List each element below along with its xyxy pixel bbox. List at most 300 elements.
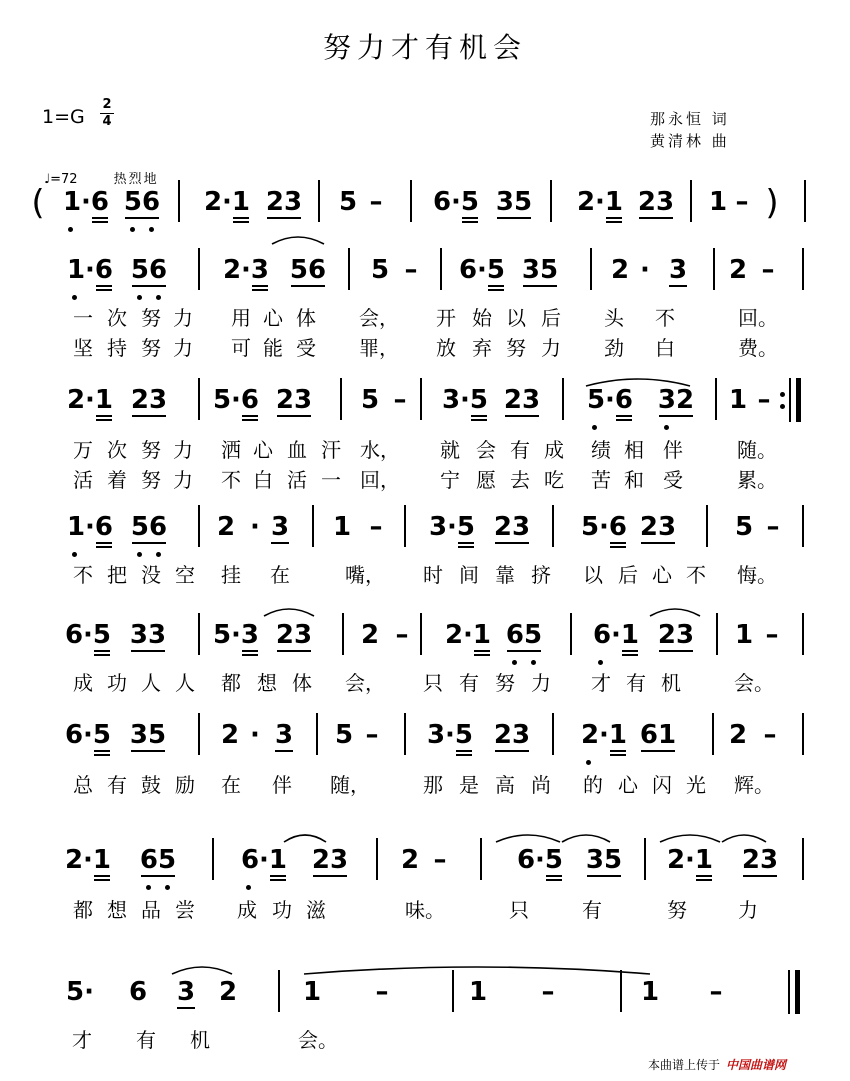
lyric-char: 味。 bbox=[405, 898, 445, 922]
lyric-char: 靠 bbox=[495, 563, 515, 587]
lyric-char: 一 bbox=[73, 306, 93, 330]
underline bbox=[606, 217, 623, 219]
underline bbox=[495, 542, 529, 544]
note-group: – bbox=[365, 720, 379, 750]
note-group: 5·6 bbox=[586, 385, 634, 415]
underline bbox=[92, 217, 109, 219]
lyric-char: 那 bbox=[423, 773, 443, 797]
lyric-char: 始 bbox=[472, 306, 492, 330]
note-group: 3·5 bbox=[441, 385, 489, 415]
barline bbox=[802, 713, 804, 755]
underline-double bbox=[242, 419, 259, 421]
note-group: – bbox=[433, 845, 447, 875]
note-group: 3·5 bbox=[426, 720, 474, 750]
note-group: – bbox=[735, 187, 749, 217]
slur bbox=[722, 835, 766, 842]
note-group: 5 bbox=[360, 385, 380, 415]
lyric-char: 有 bbox=[582, 898, 602, 922]
low-octave-dot bbox=[137, 552, 142, 557]
underline-double bbox=[94, 654, 111, 656]
lyric-char: 愿 bbox=[476, 468, 496, 492]
note-group: 23 bbox=[130, 385, 168, 415]
lyric-char: 力 bbox=[173, 336, 193, 360]
lyric-char: 努 bbox=[141, 438, 161, 462]
underline bbox=[131, 750, 165, 752]
lyric-char: 费。 bbox=[738, 336, 778, 360]
underline bbox=[233, 217, 250, 219]
underline-double bbox=[474, 654, 491, 656]
time-signature-top: 2 bbox=[102, 97, 112, 112]
underline bbox=[94, 650, 111, 652]
lyric-char: 光 bbox=[686, 773, 706, 797]
note-group: 2·1 bbox=[666, 845, 714, 875]
lyric-char: 洒 bbox=[221, 438, 241, 462]
lyric-char: 努 bbox=[141, 306, 161, 330]
note-group: 6·5 bbox=[458, 255, 506, 285]
lyric-char: 人 bbox=[141, 671, 161, 695]
note-group: – bbox=[757, 385, 771, 415]
lyric-char: 功 bbox=[107, 671, 127, 695]
note-group: 23 bbox=[639, 512, 677, 542]
final-barline-thin bbox=[789, 378, 791, 422]
footer bbox=[648, 1056, 786, 1073]
underline bbox=[242, 415, 259, 417]
lyric-char: 想 bbox=[107, 898, 127, 922]
lyric-char: 尚 bbox=[531, 773, 551, 797]
barline bbox=[342, 613, 344, 655]
lyric-char: 都 bbox=[221, 671, 241, 695]
lyric-char: 努 bbox=[506, 336, 526, 360]
underline bbox=[132, 415, 166, 417]
barline bbox=[715, 378, 717, 420]
lyric-char: 受 bbox=[296, 336, 316, 360]
lyric-char: 心 bbox=[652, 563, 672, 587]
barline bbox=[420, 378, 422, 420]
lyric-char: 空 bbox=[175, 563, 195, 587]
note-group: – bbox=[541, 977, 555, 1007]
lyric-char: 伴 bbox=[272, 773, 292, 797]
note-group: 2 bbox=[728, 255, 748, 285]
lyric-char: 苦 bbox=[591, 468, 611, 492]
note-group: 3 bbox=[668, 255, 688, 285]
underline bbox=[96, 542, 113, 544]
slur bbox=[650, 609, 700, 616]
underline bbox=[291, 285, 325, 287]
barline bbox=[404, 505, 406, 547]
low-octave-dot bbox=[72, 295, 77, 300]
note-group: 5·6 bbox=[212, 385, 260, 415]
underline bbox=[471, 415, 488, 417]
low-octave-dot bbox=[512, 660, 517, 665]
lyric-char: 吃 bbox=[544, 468, 564, 492]
underline bbox=[277, 650, 311, 652]
lyric-char: 挤 bbox=[531, 563, 551, 587]
underline bbox=[141, 875, 175, 877]
slur bbox=[272, 237, 324, 244]
lyric-char: 后 bbox=[618, 563, 638, 587]
lyric-char: 都 bbox=[73, 898, 93, 922]
underline-double bbox=[252, 289, 269, 291]
lyric-char: 的 bbox=[583, 773, 603, 797]
note-group: 23 bbox=[275, 385, 313, 415]
note-group: 2·3 bbox=[222, 255, 270, 285]
note-group: – bbox=[393, 385, 407, 415]
barline bbox=[550, 180, 552, 222]
underline-double bbox=[94, 754, 111, 756]
tempo-marking bbox=[44, 168, 159, 187]
lyric-char: 在 bbox=[270, 563, 290, 587]
lyric-char: 是 bbox=[459, 773, 479, 797]
lyric-char: 在 bbox=[221, 773, 241, 797]
lyric-char: 水， bbox=[360, 438, 400, 462]
underline bbox=[96, 285, 113, 287]
note-group: 23 bbox=[493, 512, 531, 542]
lyric-char: 活 bbox=[73, 468, 93, 492]
barline bbox=[480, 838, 482, 880]
note-group: ( bbox=[31, 183, 45, 223]
low-octave-dot bbox=[598, 660, 603, 665]
note-group: 3·5 bbox=[428, 512, 476, 542]
note-group: 6·1 bbox=[592, 620, 640, 650]
lyric-char: 心 bbox=[618, 773, 638, 797]
lyric-char: 用 bbox=[231, 306, 251, 330]
note-group: · bbox=[250, 512, 260, 542]
barline bbox=[644, 838, 646, 880]
lyric-char: 相 bbox=[624, 438, 644, 462]
low-octave-dot bbox=[165, 885, 170, 890]
lyric-char: 次 bbox=[107, 306, 127, 330]
lyric-char: 没 bbox=[141, 563, 161, 587]
lyric-char: 只 bbox=[509, 898, 529, 922]
lyric-char: 努 bbox=[141, 468, 161, 492]
low-octave-dot bbox=[146, 885, 151, 890]
lyric-char: 嘴， bbox=[345, 563, 385, 587]
underline-double bbox=[270, 879, 287, 881]
underline bbox=[277, 415, 311, 417]
barline bbox=[340, 378, 342, 420]
note-group: 6·5 bbox=[64, 620, 112, 650]
underline-double bbox=[94, 879, 111, 881]
note-group: – bbox=[765, 620, 779, 650]
slur bbox=[172, 967, 232, 974]
underline-double bbox=[622, 654, 639, 656]
barline bbox=[802, 248, 804, 290]
time-signature bbox=[100, 98, 114, 129]
note-group: 23 bbox=[265, 187, 303, 217]
final-barline-thick bbox=[796, 378, 801, 422]
underline bbox=[125, 217, 159, 219]
lyric-char: 会， bbox=[359, 306, 399, 330]
note-group: 2 bbox=[360, 620, 380, 650]
lyric-char: 不 bbox=[686, 563, 706, 587]
note-group: – bbox=[404, 255, 418, 285]
low-octave-dot bbox=[586, 760, 591, 765]
low-octave-dot bbox=[68, 227, 73, 232]
lyric-char: 人 bbox=[175, 671, 195, 695]
note-group: – bbox=[763, 720, 777, 750]
note-group: 35 bbox=[585, 845, 623, 875]
underline bbox=[488, 285, 505, 287]
note-group: ) bbox=[765, 183, 779, 223]
barline bbox=[620, 970, 622, 1012]
lyric-char: 闪 bbox=[652, 773, 672, 797]
lyric-char: 后 bbox=[541, 306, 561, 330]
lyric-char: 想 bbox=[257, 671, 277, 695]
lyric-char: 会 bbox=[476, 438, 496, 462]
underline-double bbox=[696, 879, 713, 881]
final-barline-thin bbox=[788, 970, 790, 1014]
underline bbox=[252, 285, 269, 287]
underline-double bbox=[233, 221, 250, 223]
lyric-char: 心 bbox=[263, 306, 283, 330]
underline bbox=[462, 217, 479, 219]
low-octave-dot bbox=[592, 425, 597, 430]
low-octave-dot bbox=[156, 552, 161, 557]
note-group: 1·6 bbox=[66, 255, 114, 285]
lyric-char: 成 bbox=[73, 671, 93, 695]
underline-double bbox=[242, 654, 259, 656]
note-group: 6·5 bbox=[64, 720, 112, 750]
note-group: 61 bbox=[639, 720, 677, 750]
note-group: 33 bbox=[129, 620, 167, 650]
lyric-char: 白 bbox=[655, 336, 675, 360]
note-group: 2 bbox=[610, 255, 630, 285]
underline bbox=[242, 650, 259, 652]
note-group: 5 bbox=[734, 512, 754, 542]
note-group: 23 bbox=[503, 385, 541, 415]
low-octave-dot bbox=[664, 425, 669, 430]
tempo-value: ♩=72 bbox=[44, 172, 78, 187]
note-group: – bbox=[369, 512, 383, 542]
lyric-char: 机 bbox=[661, 671, 681, 695]
lyric-char: 把 bbox=[107, 563, 127, 587]
underline-double bbox=[610, 546, 627, 548]
note-group: 56 bbox=[123, 187, 161, 217]
lyric-char: 心 bbox=[253, 438, 273, 462]
lyric-char: 悔。 bbox=[737, 563, 777, 587]
lyric-char: 力 bbox=[531, 671, 551, 695]
lyric-char: 不 bbox=[73, 563, 93, 587]
underline bbox=[132, 542, 166, 544]
lyric-char: 力 bbox=[173, 306, 193, 330]
note-group: 35 bbox=[495, 187, 533, 217]
underline bbox=[275, 750, 293, 752]
underline bbox=[610, 542, 627, 544]
time-signature-bottom: 4 bbox=[102, 114, 112, 129]
lyric-char: 汗 bbox=[321, 438, 341, 462]
note-group: – bbox=[761, 255, 775, 285]
note-group: 2 bbox=[220, 720, 240, 750]
lyric-char: 以 bbox=[506, 306, 526, 330]
lyric-char: 开 bbox=[436, 306, 456, 330]
lyric-char: 白 bbox=[253, 468, 273, 492]
barline bbox=[712, 713, 714, 755]
lyric-char: 才 bbox=[72, 1028, 92, 1052]
note-group: 2·1 bbox=[580, 720, 628, 750]
barline bbox=[198, 248, 200, 290]
underline bbox=[743, 875, 777, 877]
underline bbox=[94, 750, 111, 752]
slur bbox=[496, 835, 560, 842]
underline-double bbox=[92, 221, 109, 223]
barline bbox=[552, 713, 554, 755]
song-title: 努力才有机会 bbox=[322, 31, 527, 64]
barline bbox=[198, 505, 200, 547]
underline-double bbox=[456, 754, 473, 756]
note-group: 5 bbox=[338, 187, 358, 217]
underline bbox=[271, 542, 289, 544]
lyric-char: 受 bbox=[663, 468, 683, 492]
lyric-char: 坚 bbox=[73, 336, 93, 360]
lyric-char: 力 bbox=[173, 468, 193, 492]
lyric-char: 力 bbox=[173, 438, 193, 462]
lyric-char: 鼓 bbox=[141, 773, 161, 797]
lyric-char: 有 bbox=[626, 671, 646, 695]
barline bbox=[198, 613, 200, 655]
barline bbox=[802, 838, 804, 880]
lyric-char: 弃 bbox=[472, 336, 492, 360]
lyric-char: 成 bbox=[544, 438, 564, 462]
note-group: 23 bbox=[637, 187, 675, 217]
underline bbox=[313, 875, 347, 877]
barline bbox=[552, 505, 554, 547]
note-group: 1 bbox=[640, 977, 660, 1007]
note-group: 1·6 bbox=[66, 512, 114, 542]
lyric-char: 体 bbox=[296, 306, 316, 330]
lyric-char: 高 bbox=[495, 773, 515, 797]
lyric-char: 有 bbox=[510, 438, 530, 462]
note-group: 23 bbox=[311, 845, 349, 875]
barline bbox=[318, 180, 320, 222]
low-octave-dot bbox=[72, 552, 77, 557]
underline-double bbox=[488, 289, 505, 291]
underline bbox=[505, 415, 539, 417]
underline bbox=[96, 415, 113, 417]
note-group: 2·1 bbox=[576, 187, 624, 217]
lyric-char: 才 bbox=[591, 671, 611, 695]
underline bbox=[132, 285, 166, 287]
lyric-char: 和 bbox=[624, 468, 644, 492]
barline bbox=[690, 180, 692, 222]
slur bbox=[284, 835, 326, 842]
note-group: 6 bbox=[128, 977, 148, 1007]
lyric-char: 有 bbox=[136, 1028, 156, 1052]
note-group: – bbox=[369, 187, 383, 217]
underline bbox=[659, 415, 693, 417]
lyric-char: 着 bbox=[107, 468, 127, 492]
barline bbox=[804, 180, 806, 222]
lyric-char: 以 bbox=[583, 563, 603, 587]
note-group: 3 bbox=[270, 512, 290, 542]
note-group: 2·1 bbox=[444, 620, 492, 650]
barline bbox=[713, 248, 715, 290]
footer-uploaded: 本曲谱上传于 bbox=[648, 1058, 721, 1072]
underline-double bbox=[610, 754, 627, 756]
note-group: 2·1 bbox=[66, 385, 114, 415]
note-group: 2 bbox=[216, 512, 236, 542]
note-group: 65 bbox=[139, 845, 177, 875]
underline-double bbox=[96, 546, 113, 548]
low-octave-dot bbox=[531, 660, 536, 665]
barline bbox=[376, 838, 378, 880]
lyric-char: 力 bbox=[541, 336, 561, 360]
note-group: 56 bbox=[130, 512, 168, 542]
note-group: 1 bbox=[302, 977, 322, 1007]
underline-double bbox=[96, 289, 113, 291]
underline bbox=[458, 542, 475, 544]
note-group: 35 bbox=[129, 720, 167, 750]
barline bbox=[212, 838, 214, 880]
lyric-char: 随。 bbox=[737, 438, 777, 462]
lyric-char: 放 bbox=[436, 336, 456, 360]
note-group: 56 bbox=[289, 255, 327, 285]
note-group: 2·1 bbox=[64, 845, 112, 875]
note-group: 5·6 bbox=[580, 512, 628, 542]
barline bbox=[198, 713, 200, 755]
lyric-char: 绩 bbox=[591, 438, 611, 462]
lyric-char: 随， bbox=[330, 773, 370, 797]
underline bbox=[669, 285, 687, 287]
lyric-char: 持 bbox=[107, 336, 127, 360]
composer-credit: 黄清林 曲 bbox=[650, 132, 730, 150]
lyric-char: 能 bbox=[263, 336, 283, 360]
underline bbox=[495, 750, 529, 752]
lyric-char: 努 bbox=[495, 671, 515, 695]
lyric-char: 回。 bbox=[738, 306, 778, 330]
note-group: – bbox=[709, 977, 723, 1007]
note-group: – bbox=[395, 620, 409, 650]
note-group: 23 bbox=[275, 620, 313, 650]
note-group: 1 bbox=[468, 977, 488, 1007]
underline bbox=[267, 217, 301, 219]
note-group: 3 bbox=[274, 720, 294, 750]
lyric-char: 总 bbox=[73, 773, 93, 797]
slur bbox=[660, 835, 720, 842]
lyric-char: 去 bbox=[510, 468, 530, 492]
note-group: 2 bbox=[728, 720, 748, 750]
lyric-char: 伴 bbox=[663, 438, 683, 462]
lyric-char: 滋 bbox=[306, 898, 326, 922]
note-group: 1 bbox=[728, 385, 748, 415]
low-octave-dot bbox=[246, 885, 251, 890]
underline-double bbox=[606, 221, 623, 223]
low-octave-dot bbox=[149, 227, 154, 232]
barline bbox=[802, 505, 804, 547]
note-group: 1 bbox=[708, 187, 728, 217]
lyric-char: 宁 bbox=[440, 468, 460, 492]
underline-double bbox=[96, 419, 113, 421]
lyric-char: 功 bbox=[272, 898, 292, 922]
barline bbox=[178, 180, 180, 222]
barline bbox=[312, 505, 314, 547]
barline bbox=[420, 613, 422, 655]
note-group: 65 bbox=[505, 620, 543, 650]
underline bbox=[659, 650, 693, 652]
underline-double bbox=[462, 221, 479, 223]
note-group: 1 bbox=[332, 512, 352, 542]
note-group: 56 bbox=[130, 255, 168, 285]
note-group: 23 bbox=[657, 620, 695, 650]
underline-double bbox=[616, 419, 633, 421]
note-group: 23 bbox=[493, 720, 531, 750]
note-group: 5 bbox=[334, 720, 354, 750]
barline bbox=[316, 713, 318, 755]
underline bbox=[622, 650, 639, 652]
note-group: 35 bbox=[521, 255, 559, 285]
note-group: 23 bbox=[741, 845, 779, 875]
lyric-char: 励 bbox=[175, 773, 195, 797]
lyric-char: 就 bbox=[440, 438, 460, 462]
